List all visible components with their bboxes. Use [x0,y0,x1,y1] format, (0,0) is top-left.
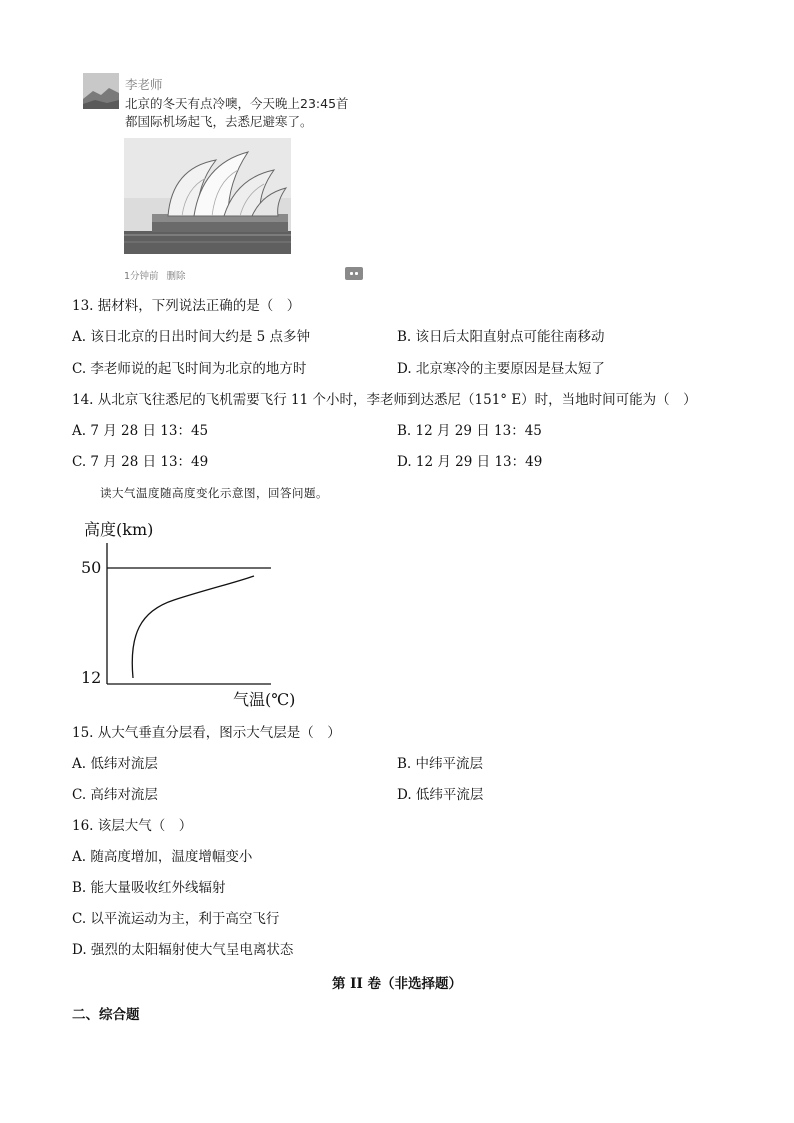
post-text-line: 都国际机场起飞，去悉尼避寒了。 [125,114,313,129]
option-a: A. 该日北京的日出时间大约是 5 点多钟 [72,329,311,345]
option-c: C. 李老师说的起飞时间为北京的地方时 [72,361,307,377]
delete-link[interactable]: 删除 [166,271,186,282]
y-axis-label: 高度(km) [84,520,154,539]
option-d: D. 低纬平流层 [397,787,484,803]
option-d: D. 北京寒冷的主要原因是昼太短了 [397,361,605,377]
option-a: A. 7 月 28 日 13：45 [72,423,209,439]
post-text-line: 北京的冬天有点冷噢，今天晚上23:45首 [125,96,349,111]
part-title: 二、综合题 [72,1007,140,1023]
option-c: C. 7 月 28 日 13：49 [72,454,209,470]
temperature-curve [132,576,254,678]
question-15-stem: 15. 从大气垂直分层看，图示大气层是（ ） [72,725,341,741]
option-a: A. 低纬对流层 [72,756,158,772]
post-author-name[interactable]: 李老师 [125,77,163,92]
option-b: B. 12 月 29 日 13：45 [397,423,542,439]
option-d: D. 强烈的太阳辐射使大气呈电离状态 [72,942,294,958]
post-meta [124,268,186,282]
y-tick-label: 12 [81,668,102,687]
option-d: D. 12 月 29 日 13：49 [397,454,543,470]
option-b: B. 该日后太阳直射点可能往南移动 [397,329,605,345]
option-c: C. 高纬对流层 [72,787,158,803]
avatar[interactable] [83,73,119,109]
y-tick-label: 50 [81,558,102,577]
question-13-stem: 13. 据材料，下列说法正确的是（ ） [72,298,301,314]
instruction-text: 读大气温度随高度变化示意图，回答问题。 [100,486,328,500]
question-16-stem: 16. 该层大气（ ） [72,818,193,834]
opera-house-photo[interactable] [124,138,291,254]
comment-icon[interactable] [345,267,363,280]
avatar-landscape-image [83,73,119,109]
question-14-stem: 14. 从北京飞往悉尼的飞机需要飞行 11 个小时，李老师到达悉尼（151° E）时，当地时间可能为（ ） [72,392,697,408]
x-axis-label: 气温(℃) [233,690,296,709]
option-c: C. 以平流运动为主，利于高空飞行 [72,911,280,927]
section-title: 第 II 卷（非选择题） [331,976,463,992]
post-text [125,95,375,131]
temperature-altitude-diagram [78,515,318,715]
opera-house-image [124,138,291,254]
option-a: A. 随高度增加，温度增幅变小 [72,849,253,865]
option-b: B. 中纬平流层 [397,756,484,772]
post-time: 1分钟前 [124,271,159,282]
option-b: B. 能大量吸收红外线辐射 [72,880,226,896]
